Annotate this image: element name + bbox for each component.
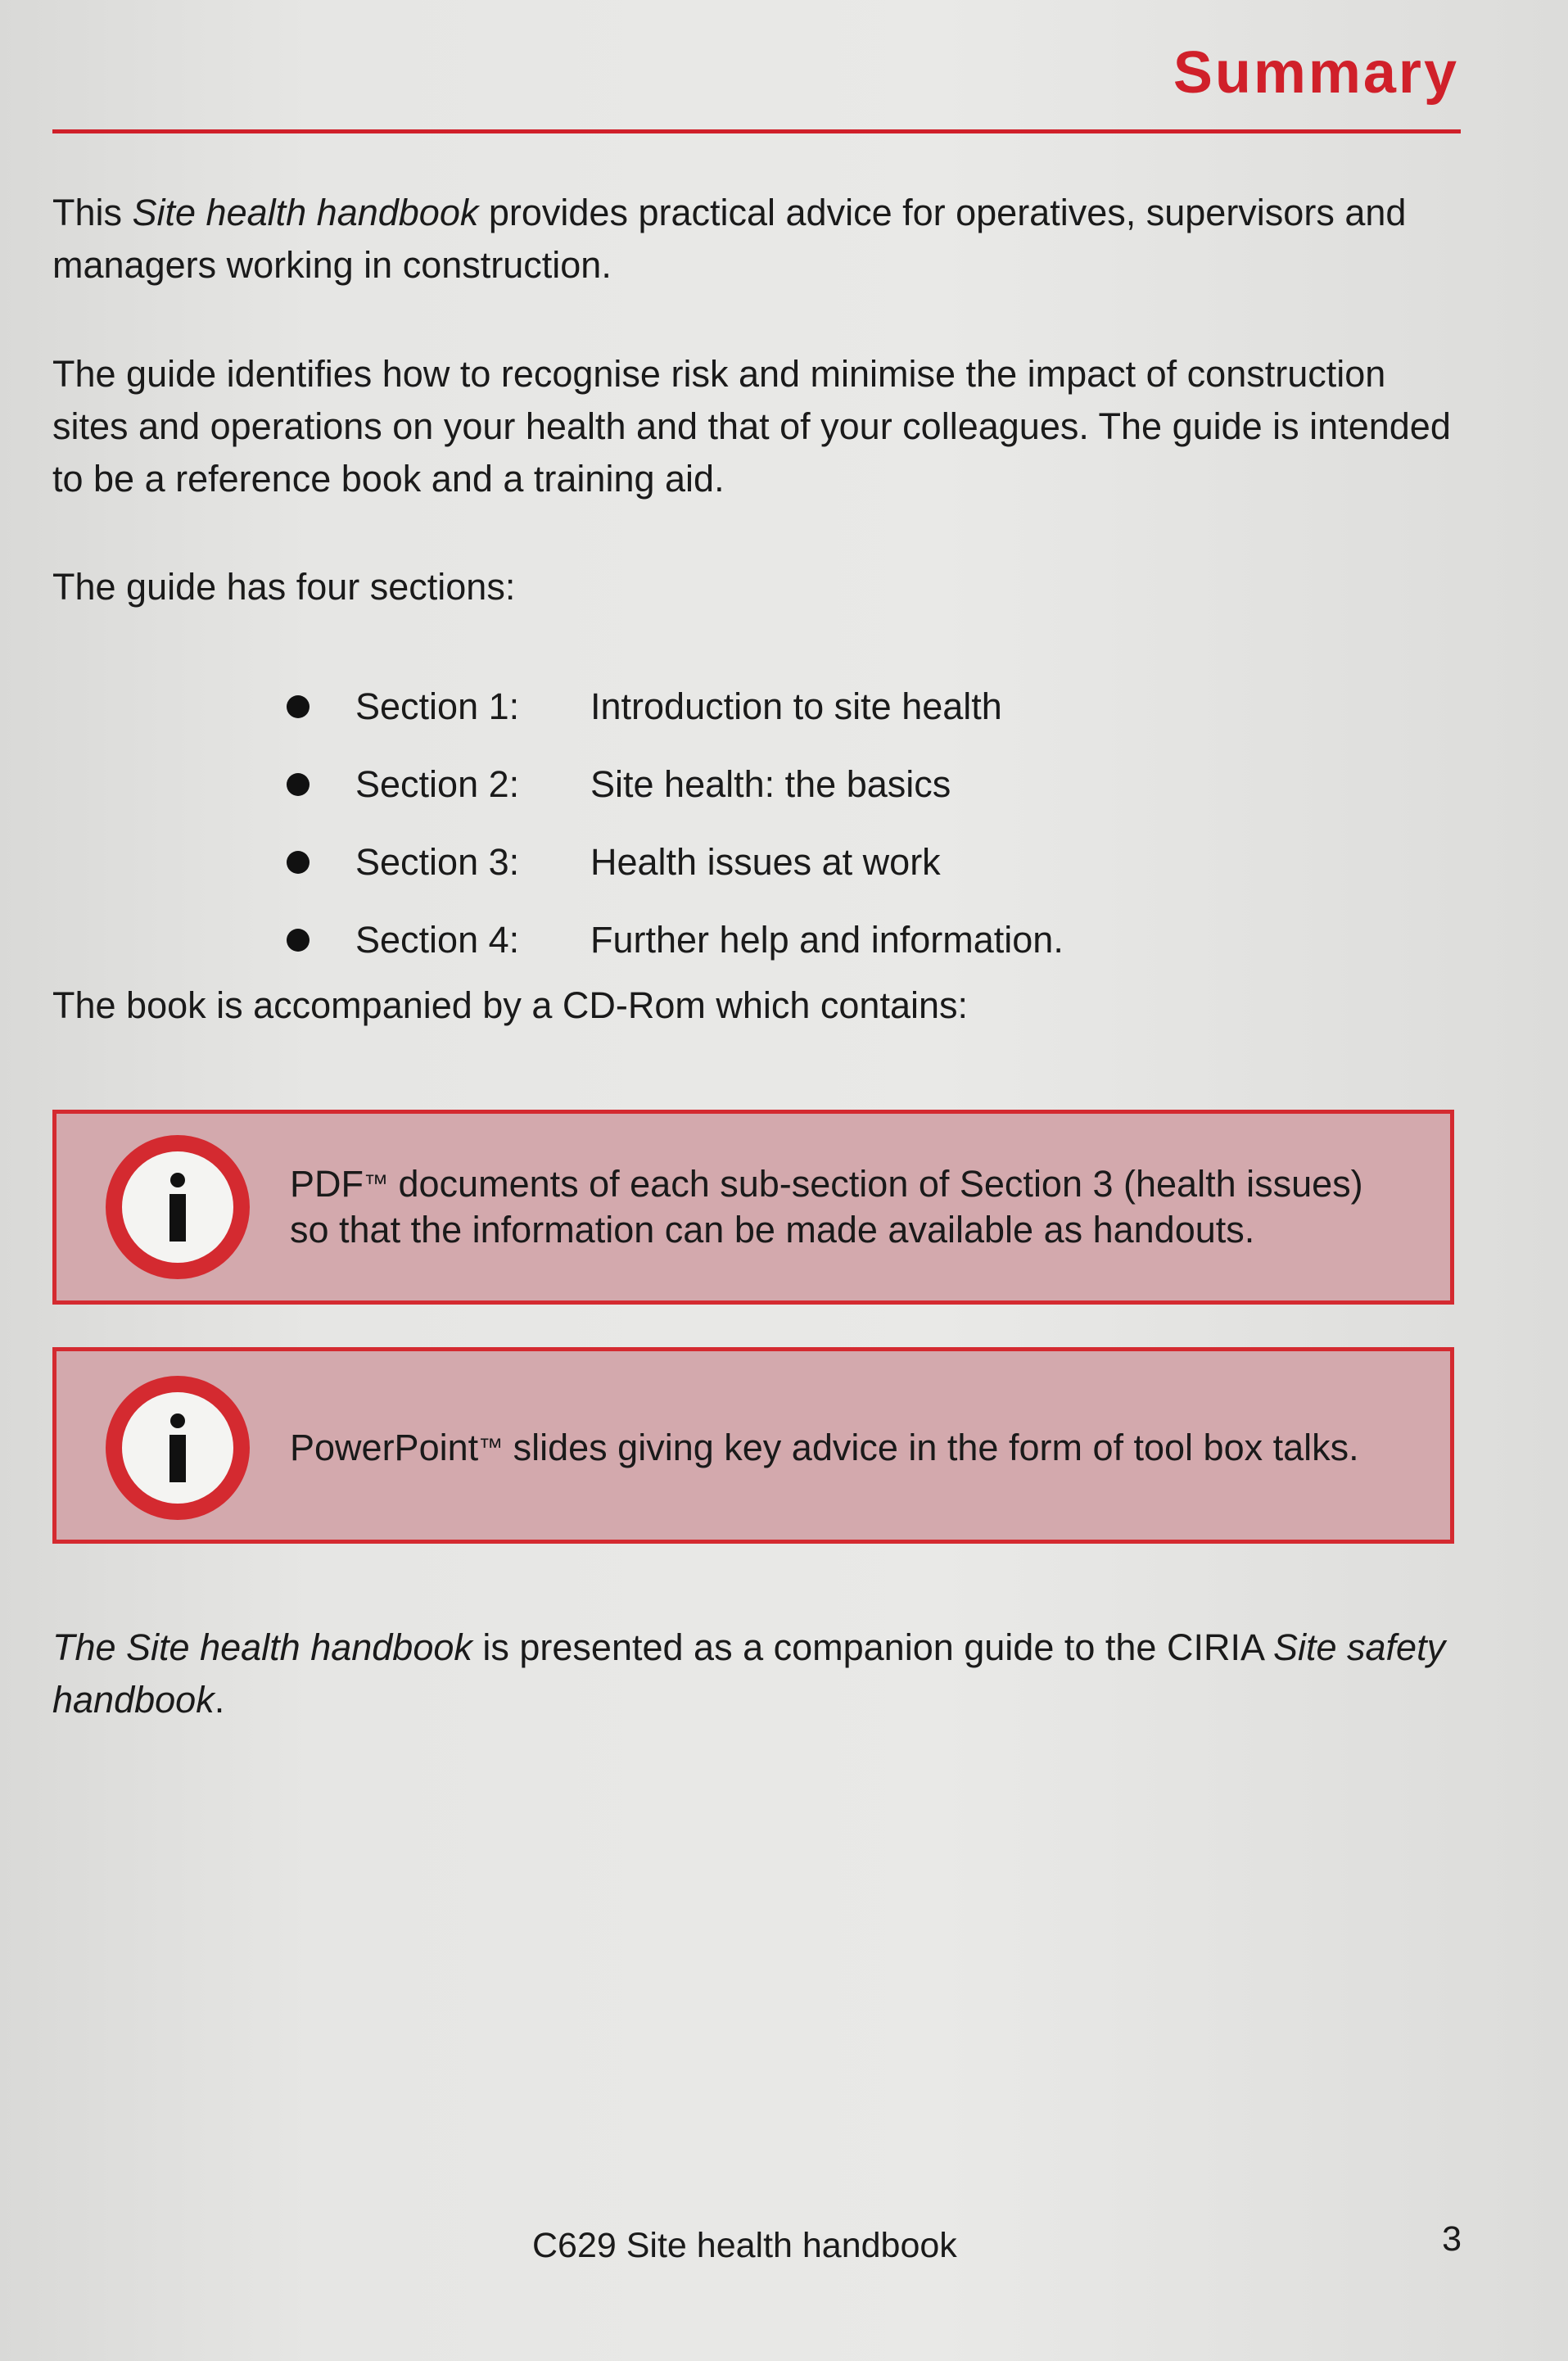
list-item bbox=[287, 823, 1064, 901]
bullet-icon bbox=[287, 695, 310, 718]
info-box-text bbox=[290, 1425, 1401, 1471]
bullet-icon bbox=[287, 773, 310, 796]
intro-paragraph-2: The guide identifies how to recognise risk and minimise the impact of construction sites and operations on your health and that of your colleagues. The guide is intended to be a reference book and a training aid. bbox=[52, 353, 1451, 500]
section-label: Section 2: bbox=[355, 762, 520, 805]
intro-p1-title: Site health handbook bbox=[132, 192, 479, 233]
info-text-b: slides giving key advice in the form of tool box talks. bbox=[503, 1427, 1359, 1468]
info-text-a: PDF bbox=[290, 1163, 364, 1205]
page-title: Summary bbox=[1173, 40, 1459, 106]
list-item bbox=[287, 745, 1064, 823]
section-label: Section 1: bbox=[355, 685, 520, 727]
info-text-b: documents of each sub-section of Section 3 (health issues) so that the information can be made available as handouts. bbox=[290, 1163, 1363, 1251]
section-list bbox=[287, 667, 1064, 979]
info-icon bbox=[106, 1135, 250, 1279]
info-icon bbox=[106, 1376, 250, 1520]
closing-title-a: The Site health handbook bbox=[52, 1626, 472, 1668]
bullet-icon bbox=[287, 851, 310, 874]
bullet-icon bbox=[287, 929, 310, 952]
intro-paragraph-3: The guide has four sections: bbox=[52, 566, 516, 608]
list-item bbox=[287, 667, 1064, 745]
closing-paragraph bbox=[52, 1621, 1461, 1726]
intro-p1-before: This bbox=[52, 192, 133, 233]
section-label: Section 4: bbox=[355, 918, 520, 961]
closing-middle: is presented as a companion guide to the CIRIA bbox=[472, 1626, 1273, 1668]
info-glyph bbox=[165, 1413, 190, 1482]
section-title: Introduction to site health bbox=[590, 685, 1002, 727]
footer-text: C629 Site health handbook bbox=[532, 2226, 957, 2265]
section-title: Further help and information. bbox=[590, 918, 1064, 961]
trademark-symbol: ™ bbox=[478, 1434, 504, 1461]
intro-p1-after: provides practical advice for operatives, supervisors and managers working in construction. bbox=[52, 192, 1407, 286]
trademark-symbol: ™ bbox=[364, 1170, 388, 1197]
cd-intro: The book is accompanied by a CD-Rom which contains: bbox=[52, 984, 969, 1026]
info-box-text bbox=[290, 1161, 1401, 1253]
info-box-powerpoint bbox=[52, 1347, 1454, 1544]
closing-title-b: Site safety handbook bbox=[52, 1626, 1446, 1721]
info-glyph bbox=[165, 1173, 190, 1242]
page-number: 3 bbox=[1442, 2219, 1462, 2259]
intro-paragraph-1 bbox=[52, 187, 1461, 292]
section-title: Health issues at work bbox=[590, 840, 941, 883]
section-title: Site health: the basics bbox=[590, 762, 951, 805]
list-item bbox=[287, 901, 1064, 979]
info-box-pdf bbox=[52, 1110, 1454, 1305]
info-text-a: PowerPoint bbox=[290, 1427, 479, 1468]
closing-end: . bbox=[214, 1679, 225, 1721]
section-label: Section 3: bbox=[355, 840, 520, 883]
title-rule bbox=[52, 129, 1461, 133]
